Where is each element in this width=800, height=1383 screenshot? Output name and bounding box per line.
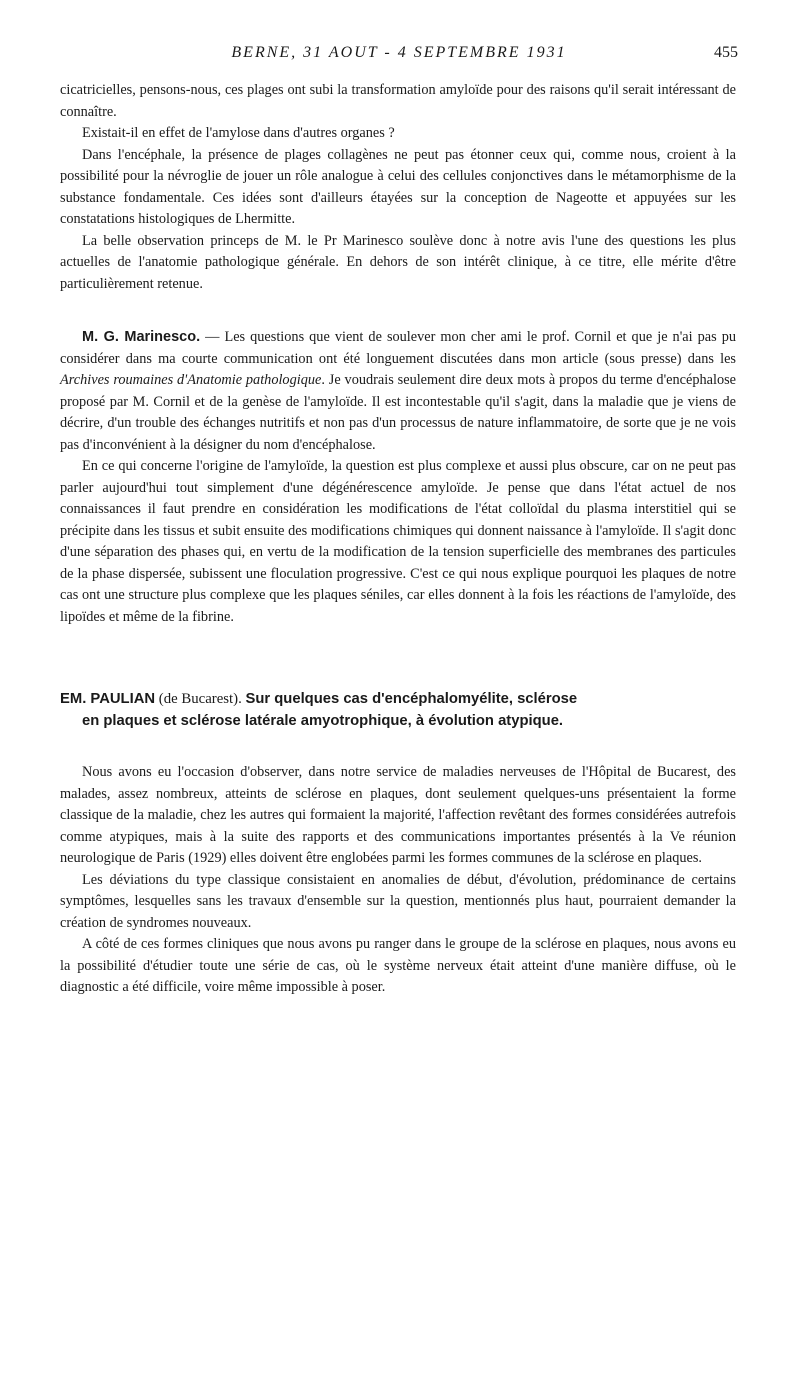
page-number: 455 [714, 44, 738, 61]
article-title-line2: en plaques et sclérose latérale amyotrophique, à évolution atypique. [82, 713, 564, 729]
page-header [60, 44, 738, 70]
article-author: EM. PAULIAN [60, 691, 156, 707]
paragraph: Nous avons eu l'occasion d'observer, dans notre service de maladies nerveuses de l'Hôpital de Bucarest, des malades, assez nombreux, atteints de sclérose en plaques, dont seulement quelques-uns présentaient la forme classique de la maladie, chez les autres qui formaient la majorité, l'affection revêtant des formes considérées autrefois comme atypiques, mais à la suite des rapports et des communications importantes présentés à la Ve réunion neurologique de Paris (1929) elles doivent être englobées parmi les formes communes de la sclérose en plaques. [60, 764, 736, 866]
journal-title: Archives roumaines d'Anatomie pathologique [60, 372, 322, 388]
paragraph: Existait-il en effet de l'amylose dans d'autres organes ? [82, 125, 395, 141]
paragraph: A côté de ces formes cliniques que nous avons pu ranger dans le groupe de la sclérose en plaques, nous avons eu la possibilité d'étudier toute une série de cas, où le système nerveux était atteint d'une manière diffuse, où le diagnostic a été difficile, voire même impossible à poser. [60, 936, 736, 995]
discussion-paragraph: M. G. Marinesco. — Les questions que vient de soulever mon cher ami le prof. Cornil et que je n'ai pas pu considérer dans ma courte communication ont été longuement discutées dans mon article (sous presse) dans les Archives roumaines d'Anatomie pathologique. Je voudrais seulement dire deux mots à propos du terme d'encéphalose proposé par M. Cornil et de la genèse de l'amyloïde. Il est incontestable qu'il s'agit, dans la maladie que je viens de décrire, d'un trouble des échanges nutritifs et non pas d'un processus de nature inflammatoire, de sorte que je ne vois pas d'inconvénient à la désigner du nom d'encéphalose. [60, 329, 737, 453]
article-title-line1: Sur quelques cas d'encéphalomyélite, sclérose [245, 691, 578, 707]
running-head: BERNE, 31 AOUT - 4 SEPTEMBRE 1931 [231, 44, 567, 61]
paragraph: Dans l'encéphale, la présence de plages collagènes ne peut pas étonner ceux qui, comme nous, croient à la possibilité pour la névroglie de jouer un rôle analogue à celui des cellules conjonctives dans le métamorphisme de la substance fondamentale. Ces idées sont d'ailleurs étayées sur la conception de Nageotte et appuyées sur les constatations histologiques de Lhermitte. [60, 146, 736, 227]
page-body [60, 80, 736, 999]
paragraph: La belle observation princeps de M. le Pr Marinesco soulève donc à notre avis l'une des questions les plus actuelles de l'anatomie pathologique générale. En dehors de son intérêt clinique, à ce titre, elle mérite d'être particulièrement retenue. [60, 232, 736, 292]
paragraph: Les déviations du type classique consistaient en anomalies de début, d'évolution, prédominance de certains symptômes, lesquelles sans les travaux d'ensemble sur la question, mentionnés plus haut, pourraient demander la création de syndromes nouveaux. [60, 871, 736, 931]
author-affiliation: (de Bucarest). [155, 691, 246, 707]
article-heading [60, 688, 736, 732]
discussion-paragraph: En ce qui concerne l'origine de l'amyloïde, la question est plus complexe et aussi plus obscure, car on ne peut pas parler aujourd'hui tout simplement d'une dégénérescence amyloïde. Je pense que dans l'état actuel de nos connaissances il faut prendre en considération les modifications de l'état colloïdal du plasma interstitiel qui se précipite dans les tissus et subit ensuite des modifications chimiques qui donnent naissance à l'amyloïde. Il s'agit donc d'une séparation des phases qui, en vertu de la modification de la tension superficielle des membranes des particules de la phase dispersée, subissent une floculation progressive. C'est ce qui nous explique pourquoi les plaques de notre cas ont une structure plus complexe que les plaques séniles, car elles donnent à la fois les réactions de l'amyloïde, des lipoïdes et même de la fibrine. [60, 458, 736, 625]
paragraph: cicatricielles, pensons-nous, ces plages ont subi la transformation amyloïde pour des raisons qu'il serait intéressant de connaître. [60, 82, 736, 120]
speaker-name: M. G. Marinesco. [82, 329, 201, 345]
